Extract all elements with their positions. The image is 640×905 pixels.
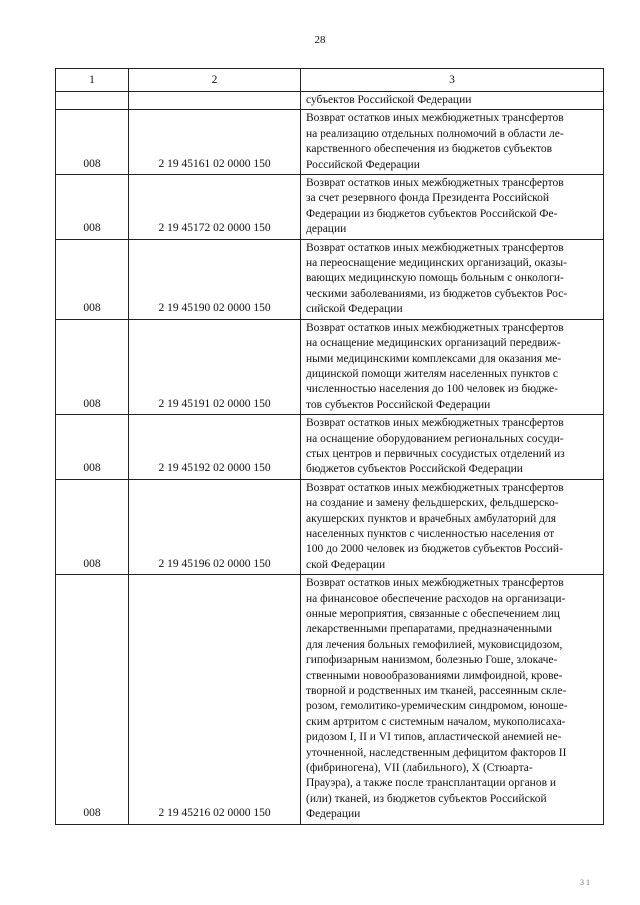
- description-line: численностью населения до 100 человек из бюдже-: [306, 383, 558, 396]
- description-line: 100 до 2000 человек из бюджетов субъектов Россий-: [306, 543, 563, 556]
- description-line: населенных пунктов с численностью населения от: [306, 527, 555, 540]
- budget-code-cell: 2 19 45190 02 0000 150: [129, 239, 301, 319]
- description-line: на оснащение медицинских организаций передвиж-: [306, 337, 561, 350]
- admin-code-cell: 008: [56, 415, 129, 480]
- description-line: за счет резервного фонда Президента Российской: [306, 192, 550, 205]
- description-line: Возврат остатков иных межбюджетных трансфертов: [306, 417, 564, 430]
- admin-code-cell: 008: [56, 175, 129, 240]
- footer-mark: 31: [580, 878, 592, 887]
- table-row: [56, 319, 604, 414]
- description-line: акушерских пунктов и врачебных амбулаторий для: [306, 512, 557, 525]
- description-line: гипофизарным нанизмом, болезнью Гоше, злокаче-: [306, 654, 558, 667]
- column-header-2: 2: [129, 69, 301, 92]
- description-line: розом, гемолитико-уремическим синдромом, юноше-: [306, 700, 568, 713]
- description-line: онные мероприятия, связанные с обеспечением лиц: [306, 608, 560, 620]
- admin-code-cell: [56, 92, 129, 110]
- admin-code-cell: 008: [56, 239, 129, 319]
- budget-code-cell: 2 19 45191 02 0000 150: [129, 319, 301, 414]
- column-header-1: 1: [56, 69, 129, 92]
- budget-classification-table: [55, 68, 604, 825]
- description-line: ческими заболеваниями, из бюджетов субъектов Рос-: [306, 287, 568, 300]
- description-cell: [301, 175, 604, 240]
- description-cell: [301, 479, 604, 574]
- description-line: на переоснащение медицинских организаций, оказы-: [306, 257, 567, 270]
- description-line: стых центров и первичных сосудистых отделений из: [306, 447, 565, 460]
- column-header-3: 3: [301, 69, 604, 92]
- admin-code-cell: 008: [56, 575, 129, 825]
- description-line: лекарственными препаратами, предназначенными: [306, 623, 552, 636]
- description-cell: [301, 239, 604, 319]
- table-row: [56, 479, 604, 574]
- description-line: субъектов Российской Федерации: [306, 94, 472, 106]
- description-cell: [301, 319, 604, 414]
- description-line: (или) тканей, из бюджетов субъектов Российской: [306, 792, 547, 805]
- admin-code-cell: 008: [56, 110, 129, 175]
- description-line: на реализацию отдельных полномочий в области ле-: [306, 127, 564, 140]
- table-row: [56, 110, 604, 175]
- description-line: на создание и замену фельдшерских, фельдшерско-: [306, 497, 559, 510]
- admin-code-cell: 008: [56, 479, 129, 574]
- description-line: Возврат остатков иных межбюджетных трансфертов: [306, 112, 564, 125]
- description-line: (фибриногена), VII (лабильного), X (Стюарта-: [306, 762, 533, 775]
- description-line: Возврат остатков иных межбюджетных трансфертов: [306, 321, 564, 334]
- budget-code-cell: [129, 92, 301, 110]
- description-line: карственного обеспечения из бюджетов субъектов: [306, 143, 553, 156]
- description-line: для лечения больных гемофилией, муковисцидозом,: [306, 638, 563, 651]
- table-row: [56, 175, 604, 240]
- description-line: сийской Федерации: [306, 303, 403, 316]
- budget-code-cell: 2 19 45216 02 0000 150: [129, 575, 301, 825]
- description-cell: [301, 110, 604, 175]
- table-row: [56, 575, 604, 825]
- description-line: творной и родственных им тканей, рассеянным скле-: [306, 685, 567, 698]
- description-cell: [301, 92, 604, 110]
- table-body: [56, 92, 604, 825]
- page-number: 28: [314, 34, 326, 46]
- description-line: уточненной, наследственным дефицитом факторов II: [306, 746, 567, 759]
- admin-code-cell: 008: [56, 319, 129, 414]
- description-line: дерации: [306, 223, 347, 236]
- budget-code-cell: 2 19 45172 02 0000 150: [129, 175, 301, 240]
- budget-code-cell: 2 19 45192 02 0000 150: [129, 415, 301, 480]
- description-cell: [301, 415, 604, 480]
- description-line: на оснащение оборудованием региональных сосуди-: [306, 432, 564, 445]
- table-header-row: [56, 69, 604, 92]
- description-line: Возврат остатков иных межбюджетных трансфертов: [306, 241, 564, 254]
- description-line: Возврат остатков иных межбюджетных трансфертов: [306, 577, 564, 590]
- description-line: ными медицинскими комплексами для оказания ме-: [306, 352, 562, 365]
- table-row: [56, 415, 604, 480]
- description-line: Федерации из бюджетов субъектов Российской Фе-: [306, 207, 558, 220]
- description-line: дицинской помощи жителям населенных пунктов с: [306, 367, 559, 380]
- budget-code-cell: 2 19 45161 02 0000 150: [129, 110, 301, 175]
- description-line: ридозом I, II и VI типов, апластической анемией не-: [306, 731, 562, 744]
- description-line: Возврат остатков иных межбюджетных трансфертов: [306, 177, 564, 190]
- description-line: бюджетов субъектов Российской Федерации: [306, 463, 523, 476]
- description-line: вающих медицинскую помощь больным с онкологи-: [306, 272, 564, 285]
- table-row: [56, 92, 604, 110]
- description-cell: [301, 575, 604, 825]
- description-line: Российской Федерации: [306, 158, 420, 171]
- description-line: ственными новообразованиями лимфоидной, крове-: [306, 669, 563, 682]
- budget-code-cell: 2 19 45196 02 0000 150: [129, 479, 301, 574]
- description-line: Прауэра), а также после трансплантации органов и: [306, 777, 557, 790]
- description-line: Возврат остатков иных межбюджетных трансфертов: [306, 481, 564, 494]
- table-row: [56, 239, 604, 319]
- description-line: на финансовое обеспечение расходов на организаци-: [306, 592, 566, 605]
- description-line: Федерации: [306, 808, 361, 821]
- description-line: ским артритом с системным началом, мукополисаха-: [306, 715, 566, 728]
- description-line: ской Федерации: [306, 558, 386, 571]
- description-line: тов субъектов Российской Федерации: [306, 398, 491, 411]
